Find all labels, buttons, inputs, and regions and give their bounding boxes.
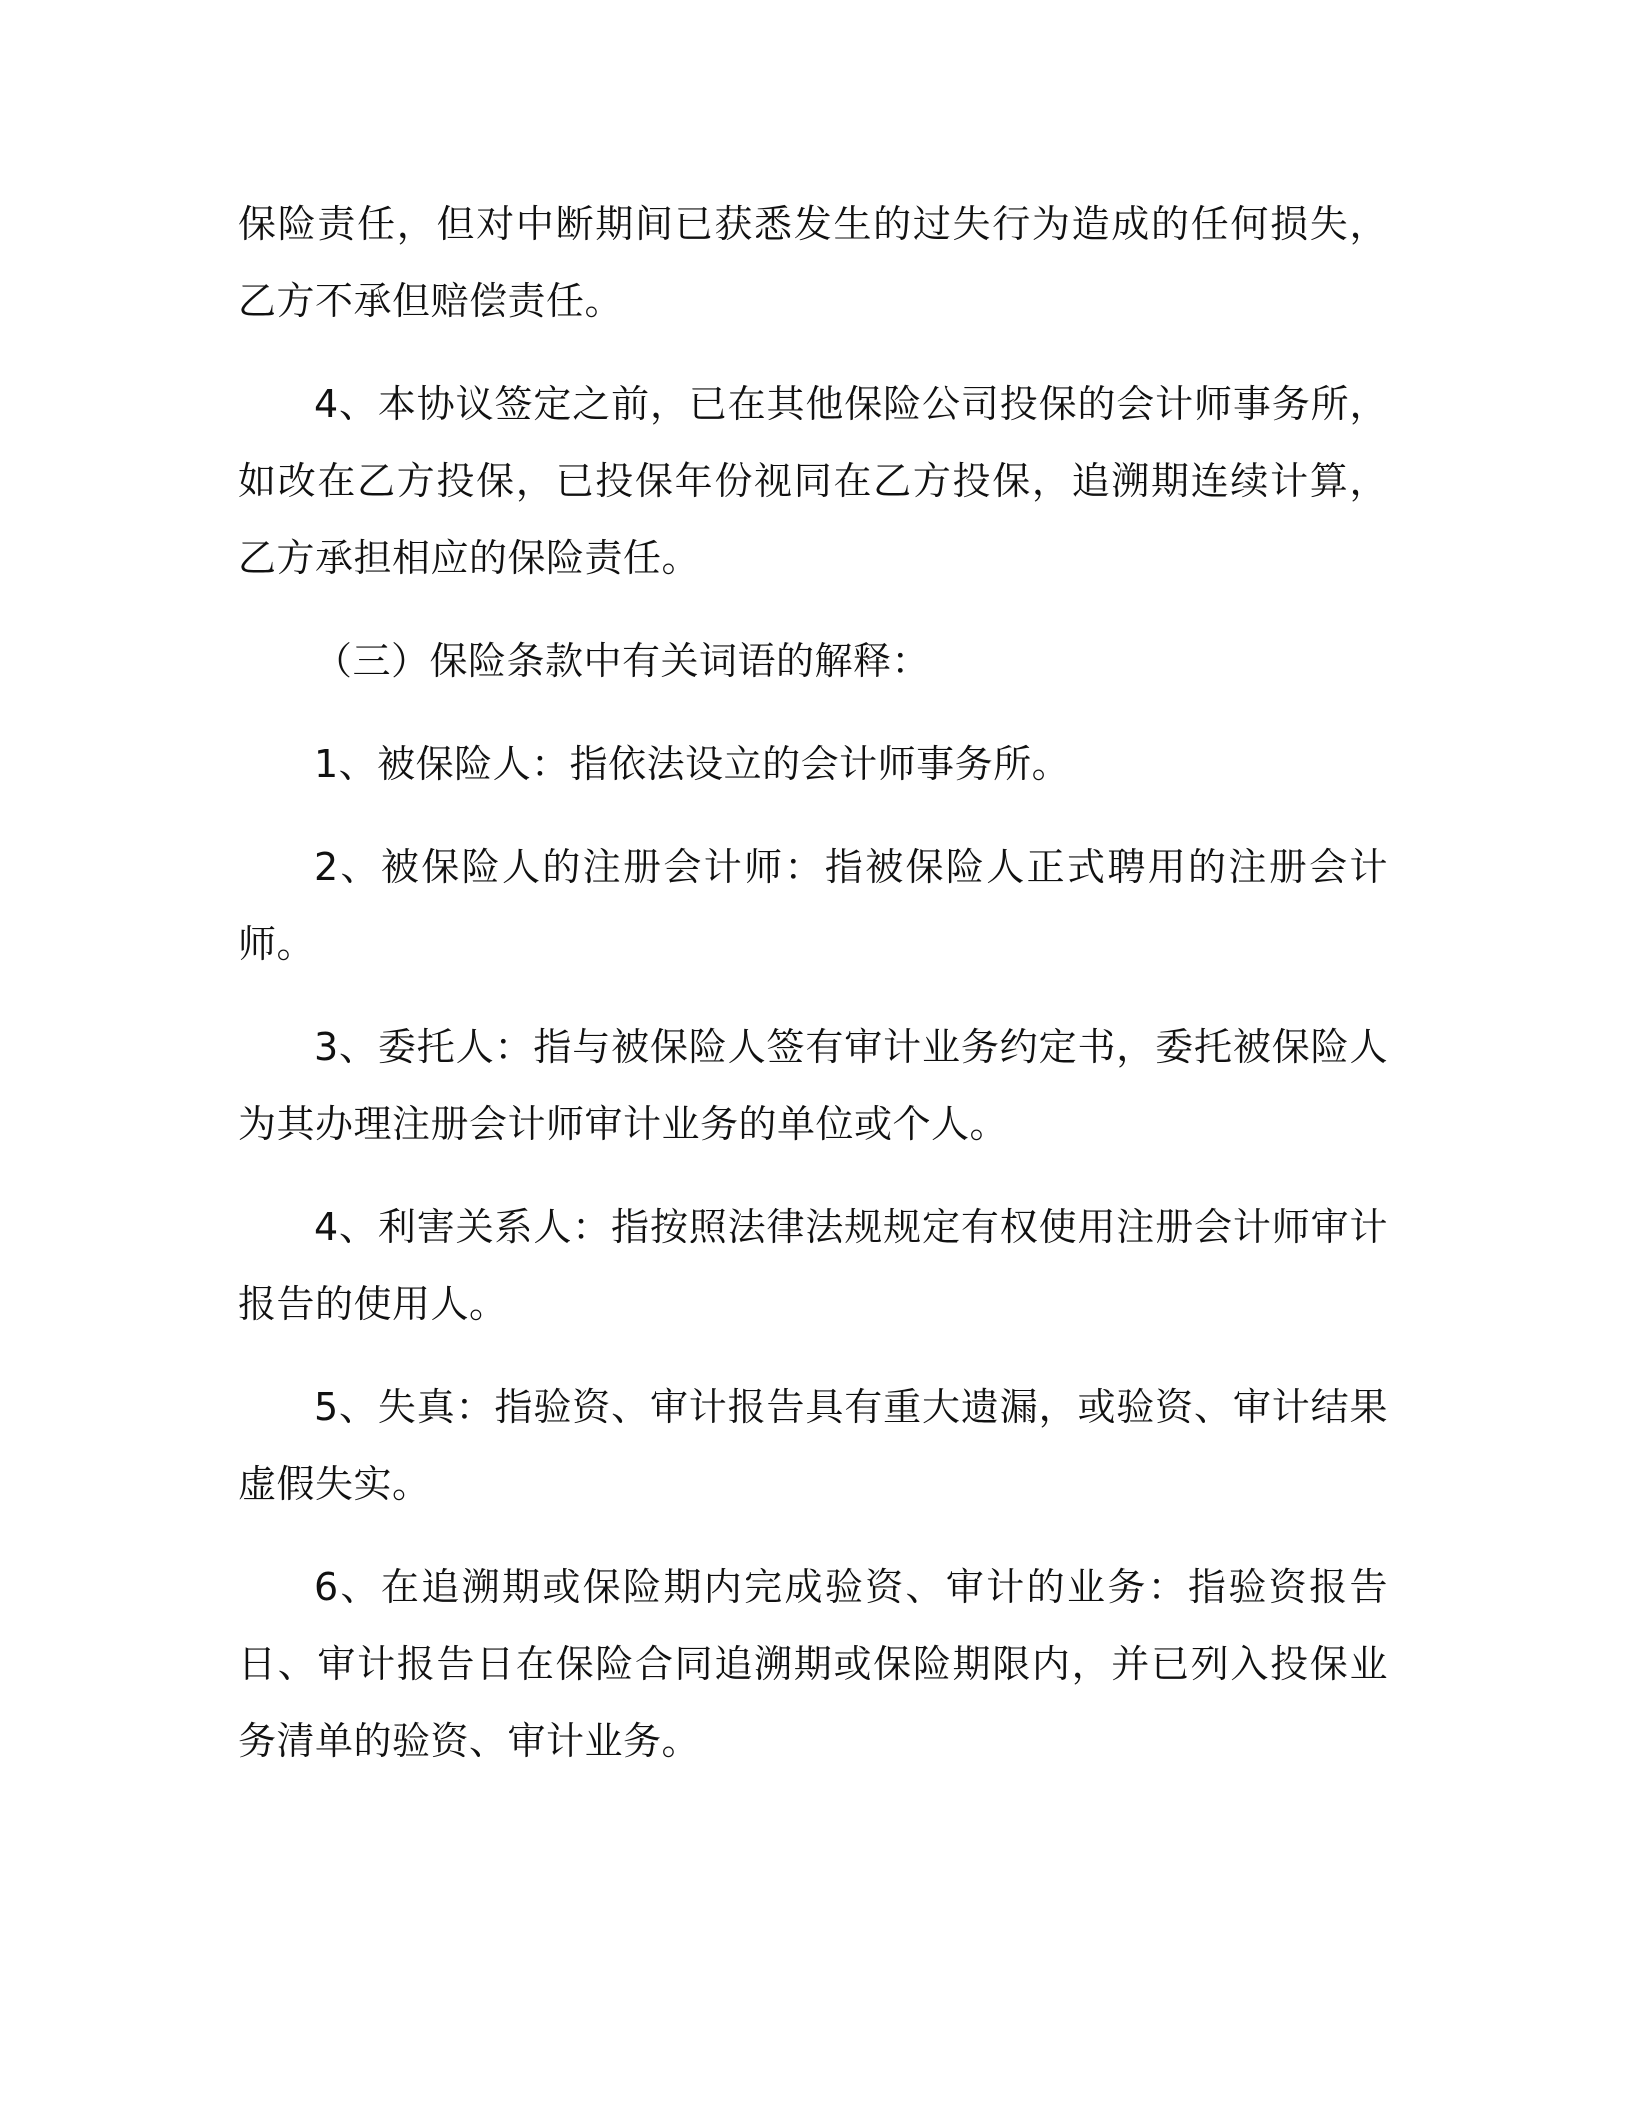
paragraph-clause-4-agreement: 4、本协议签定之前，已在其他保险公司投保的会计师事务所，如改在乙方投保，已投保年份视同在乙方投保，追溯期连续计算，乙方承担相应的保险责任。 xyxy=(238,382,1388,580)
definition-completed-business: 6、在追溯期或保险期内完成验资、审计的业务：指验资报告日、审计报告日在保险合同追溯期或保险期限内，并已列入投保业务清单的验资、审计业务。 xyxy=(238,1565,1388,1763)
paragraph-continuation: 保险责任，但对中断期间已获悉发生的过失行为造成的任何损失，乙方不承但赔偿责任。 xyxy=(238,202,1388,323)
definition-client: 3、委托人：指与被保险人签有审计业务约定书，委托被保险人为其办理注册会计师审计业务的单位或个人。 xyxy=(238,1025,1388,1146)
definition-interested-party: 4、利害关系人：指按照法律法规规定有权使用注册会计师审计报告的使用人。 xyxy=(238,1205,1388,1326)
document-body xyxy=(238,186,1388,1806)
section-heading-definitions: （三）保险条款中有关词语的解释： xyxy=(314,639,931,683)
definition-insured: 1、被保险人：指依法设立的会计师事务所。 xyxy=(314,742,1071,786)
definition-insured-cpa: 2、被保险人的注册会计师：指被保险人正式聘用的注册会计师。 xyxy=(238,845,1388,966)
definition-distortion: 5、失真：指验资、审计报告具有重大遗漏，或验资、审计结果虚假失实。 xyxy=(238,1385,1388,1506)
